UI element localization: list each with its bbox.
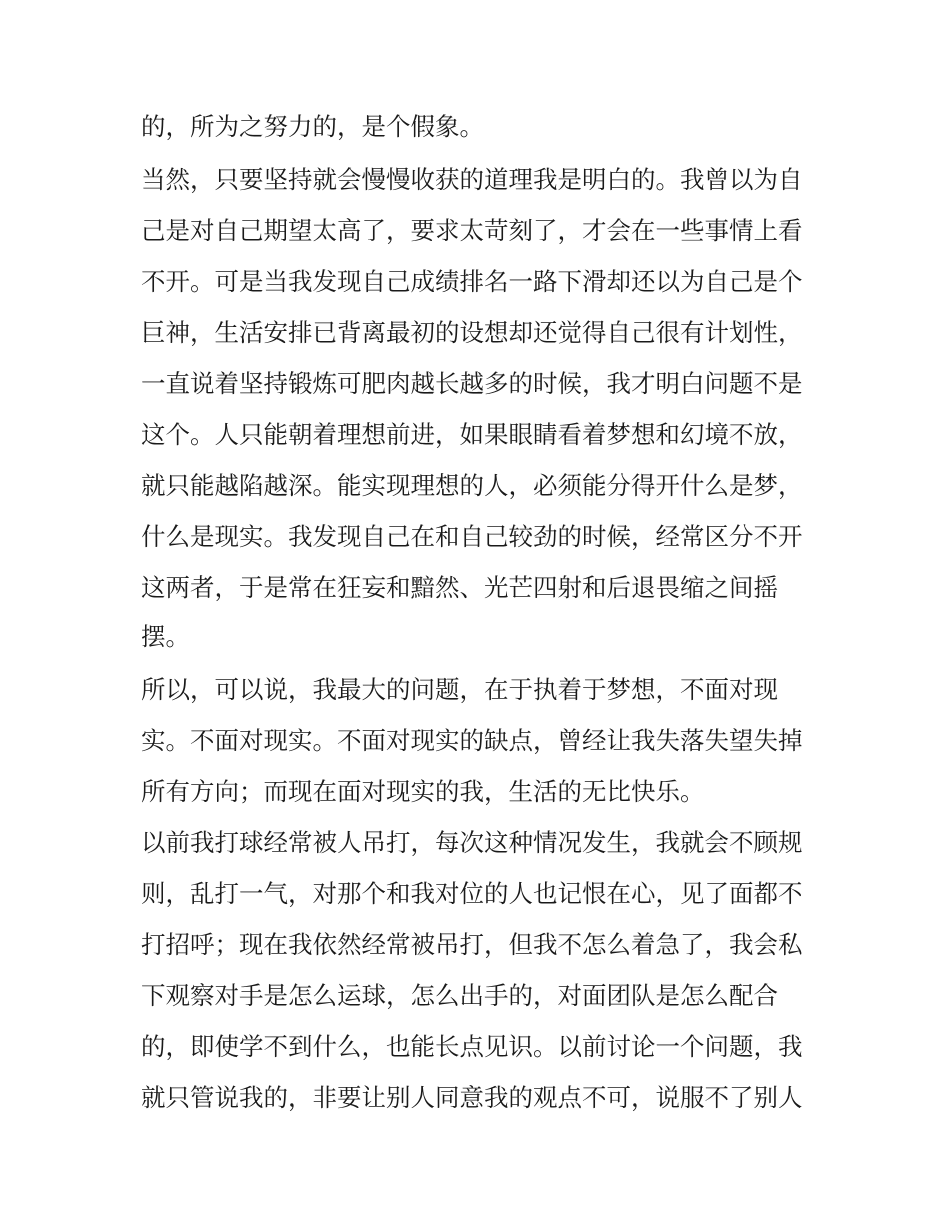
text-line: 下观察对手是怎么运球，怎么出手的，对面团队是怎么配合 bbox=[141, 981, 778, 1010]
text-line: 不开。可是当我发现自己成绩排名一路下滑却还以为自己是个 bbox=[141, 267, 803, 296]
text-line: 当然，只要坚持就会慢慢收获的道理我是明白的。我曾以为自 bbox=[141, 165, 803, 194]
text-line: 一直说着坚持锻炼可肥肉越长越多的时候，我才明白问题不是 bbox=[141, 369, 803, 398]
text-line: 打招呼；现在我依然经常被吊打，但我不怎么着急了，我会私 bbox=[141, 930, 803, 959]
text-line: 就只能越陷越深。能实现理想的人，必须能分得开什么是梦， bbox=[141, 471, 803, 500]
text-line: 所以，可以说，我最大的问题，在于执着于梦想，不面对现 bbox=[141, 675, 778, 704]
text-line: 就只管说我的，非要让别人同意我的观点不可，说服不了别人 bbox=[141, 1083, 803, 1112]
text-line: 实。不面对现实。不面对现实的缺点，曾经让我失落失望失掉 bbox=[141, 726, 803, 755]
text-line: 以前我打球经常被人吊打，每次这种情况发生，我就会不顾规 bbox=[141, 828, 803, 857]
text-line: 则，乱打一气，对那个和我对位的人也记恨在心，见了面都不 bbox=[141, 879, 803, 908]
text-line: 的，即使学不到什么，也能长点见识。以前讨论一个问题，我 bbox=[141, 1032, 803, 1061]
text-line: 这两者，于是常在狂妄和黯然、光芒四射和后退畏缩之间摇 bbox=[141, 573, 778, 602]
text-line: 所有方向；而现在面对现实的我，生活的无比快乐。 bbox=[141, 777, 705, 806]
text-line: 这个。人只能朝着理想前进，如果眼睛看着梦想和幻境不放， bbox=[141, 420, 803, 449]
text-line: 什么是现实。我发现自己在和自己较劲的时候，经常区分不开 bbox=[141, 522, 803, 551]
text-line: 的，所为之努力的，是个假象。 bbox=[141, 112, 484, 141]
text-line: 摆。 bbox=[141, 622, 190, 651]
text-line: 巨神，生活安排已背离最初的设想却还觉得自己很有计划性， bbox=[141, 318, 803, 347]
text-line: 己是对自己期望太高了，要求太苛刻了，才会在一些事情上看 bbox=[141, 216, 803, 245]
